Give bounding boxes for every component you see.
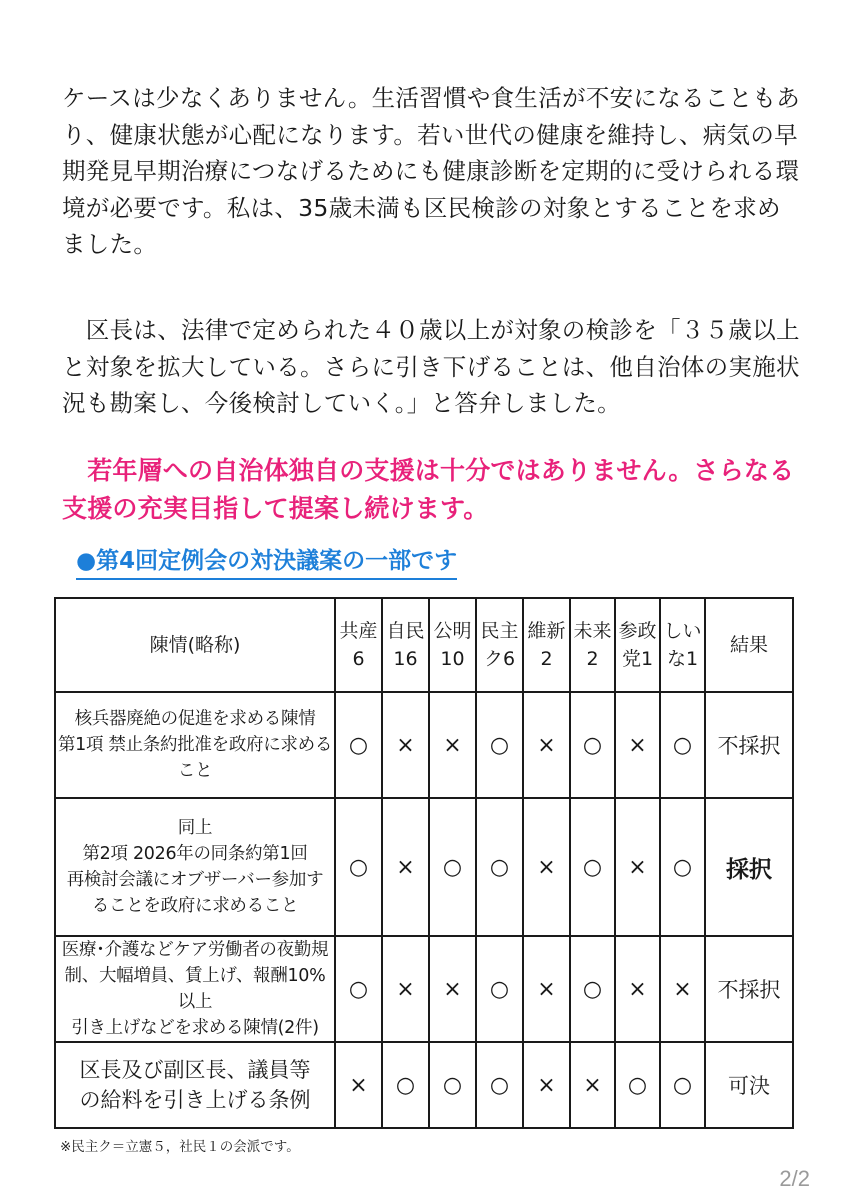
table-row bbox=[55, 936, 793, 1042]
table-row bbox=[55, 1042, 793, 1128]
party-name: 民主 bbox=[480, 620, 519, 642]
petition-line: 区長及び副区長、議員等 bbox=[79, 1058, 311, 1082]
petition-cell bbox=[55, 936, 335, 1042]
vote-cell: × bbox=[382, 692, 429, 798]
party-name: しい bbox=[663, 620, 702, 642]
page-number: 2/2 bbox=[779, 1166, 810, 1191]
vote-cell: × bbox=[429, 936, 476, 1042]
vote-cell: ○ bbox=[335, 798, 382, 936]
vote-cell: ○ bbox=[660, 692, 705, 798]
petition-line: 制、大幅増員、賃上げ、報酬10%以上 bbox=[64, 966, 326, 1012]
vote-cell: × bbox=[615, 936, 660, 1042]
result-cell: 不採択 bbox=[705, 936, 793, 1042]
highlight-statement: 若年層への自治体独自の支援は十分ではありません。さらなる支援の充実目指して提案し続けます。 bbox=[62, 456, 795, 523]
footnote: ※民主ク＝立憲５，社民１の会派です。 bbox=[60, 1139, 300, 1155]
vote-cell: × bbox=[335, 1042, 382, 1128]
vote-cell: ○ bbox=[335, 936, 382, 1042]
vote-cell: ○ bbox=[615, 1042, 660, 1128]
vote-cell: × bbox=[429, 692, 476, 798]
party-seats: 2 bbox=[586, 648, 599, 670]
result-cell: 不採択 bbox=[705, 692, 793, 798]
party-name: 参政 bbox=[618, 620, 657, 642]
vote-cell: × bbox=[382, 936, 429, 1042]
petition-line: 第2項 2026年の同条約第1回 bbox=[82, 844, 308, 864]
vote-cell: ○ bbox=[570, 936, 615, 1042]
party-name: 共産 bbox=[339, 620, 378, 642]
petition-line: 核兵器廃絶の促進を求める陳情 bbox=[74, 709, 316, 729]
table-header-row bbox=[55, 598, 793, 692]
result-cell: 可決 bbox=[705, 1042, 793, 1128]
vote-cell: × bbox=[523, 798, 570, 936]
header-party-shiina bbox=[660, 598, 705, 692]
vote-table bbox=[54, 597, 794, 1129]
party-name: 未来 bbox=[573, 620, 612, 642]
petition-line: 引き上げなどを求める陳情(2件) bbox=[71, 1018, 319, 1038]
petition-cell bbox=[55, 1042, 335, 1128]
vote-cell: × bbox=[523, 692, 570, 798]
vote-cell: ○ bbox=[660, 798, 705, 936]
vote-cell: ○ bbox=[476, 936, 523, 1042]
party-seats: ク6 bbox=[483, 648, 516, 670]
table-row bbox=[55, 798, 793, 936]
vote-cell: ○ bbox=[660, 1042, 705, 1128]
section-title: ●第4回定例会の対決議案の一部です bbox=[76, 546, 457, 580]
header-party-sansei bbox=[615, 598, 660, 692]
vote-cell: × bbox=[660, 936, 705, 1042]
vote-cell: × bbox=[615, 692, 660, 798]
body-paragraph-2: 区長は、法律で定められた４０歳以上が対象の検診を「３５歳以上と対象を拡大している。さらに引き下げることは、他自治体の実施状況も勘案し、今後検討していく。」と答弁しました。 bbox=[62, 316, 800, 417]
party-seats: な1 bbox=[666, 648, 699, 670]
vote-cell: ○ bbox=[429, 1042, 476, 1128]
header-party-mirai bbox=[570, 598, 615, 692]
vote-cell: ○ bbox=[476, 1042, 523, 1128]
petition-line: 医療･介護などケア労働者の夜勤規 bbox=[61, 940, 329, 960]
vote-cell: ○ bbox=[570, 798, 615, 936]
petition-line: 同上 bbox=[177, 818, 213, 838]
vote-cell: × bbox=[570, 1042, 615, 1128]
vote-cell: × bbox=[382, 798, 429, 936]
vote-cell: ○ bbox=[476, 692, 523, 798]
petition-line: ることを政府に求めること bbox=[91, 896, 299, 916]
party-seats: 16 bbox=[393, 648, 418, 670]
vote-cell: ○ bbox=[382, 1042, 429, 1128]
vote-cell: × bbox=[615, 798, 660, 936]
vote-cell: ○ bbox=[335, 692, 382, 798]
body-paragraph-1: ケースは少なくありません。生活習慣や食生活が不安になることもあり、健康状態が心配になります。若い世代の健康を維持し、病気の早期発見早期治療につなげるためにも健康診断を定期的に受けられる環境が必要です。私は、35歳未満も区民検診の対象とすることを求めました。 bbox=[62, 84, 801, 258]
petition-line: の給料を引き上げる条例 bbox=[79, 1088, 311, 1112]
vote-cell: × bbox=[523, 1042, 570, 1128]
party-seats: 10 bbox=[440, 648, 465, 670]
party-name: 維新 bbox=[527, 620, 566, 642]
header-party-ldp bbox=[382, 598, 429, 692]
header-party-jcp bbox=[335, 598, 382, 692]
header-party-ishin bbox=[523, 598, 570, 692]
petition-cell bbox=[55, 692, 335, 798]
petition-line: 再検討会議にオブザーバー参加す bbox=[66, 870, 324, 890]
header-result: 結果 bbox=[705, 598, 793, 692]
petition-cell bbox=[55, 798, 335, 936]
header-party-komeito bbox=[429, 598, 476, 692]
petition-line: 第1項 禁止条約批准を政府に求めること bbox=[57, 735, 333, 781]
party-name: 自民 bbox=[386, 620, 425, 642]
vote-cell: ○ bbox=[570, 692, 615, 798]
header-party-minshu bbox=[476, 598, 523, 692]
vote-cell: × bbox=[523, 936, 570, 1042]
party-seats: 2 bbox=[540, 648, 553, 670]
vote-cell: ○ bbox=[429, 798, 476, 936]
party-seats: 6 bbox=[352, 648, 365, 670]
table-row bbox=[55, 692, 793, 798]
header-petition: 陳情(略称) bbox=[55, 598, 335, 692]
party-seats: 党1 bbox=[621, 648, 654, 670]
result-cell: 採択 bbox=[705, 798, 793, 936]
vote-cell: ○ bbox=[476, 798, 523, 936]
party-name: 公明 bbox=[433, 620, 472, 642]
